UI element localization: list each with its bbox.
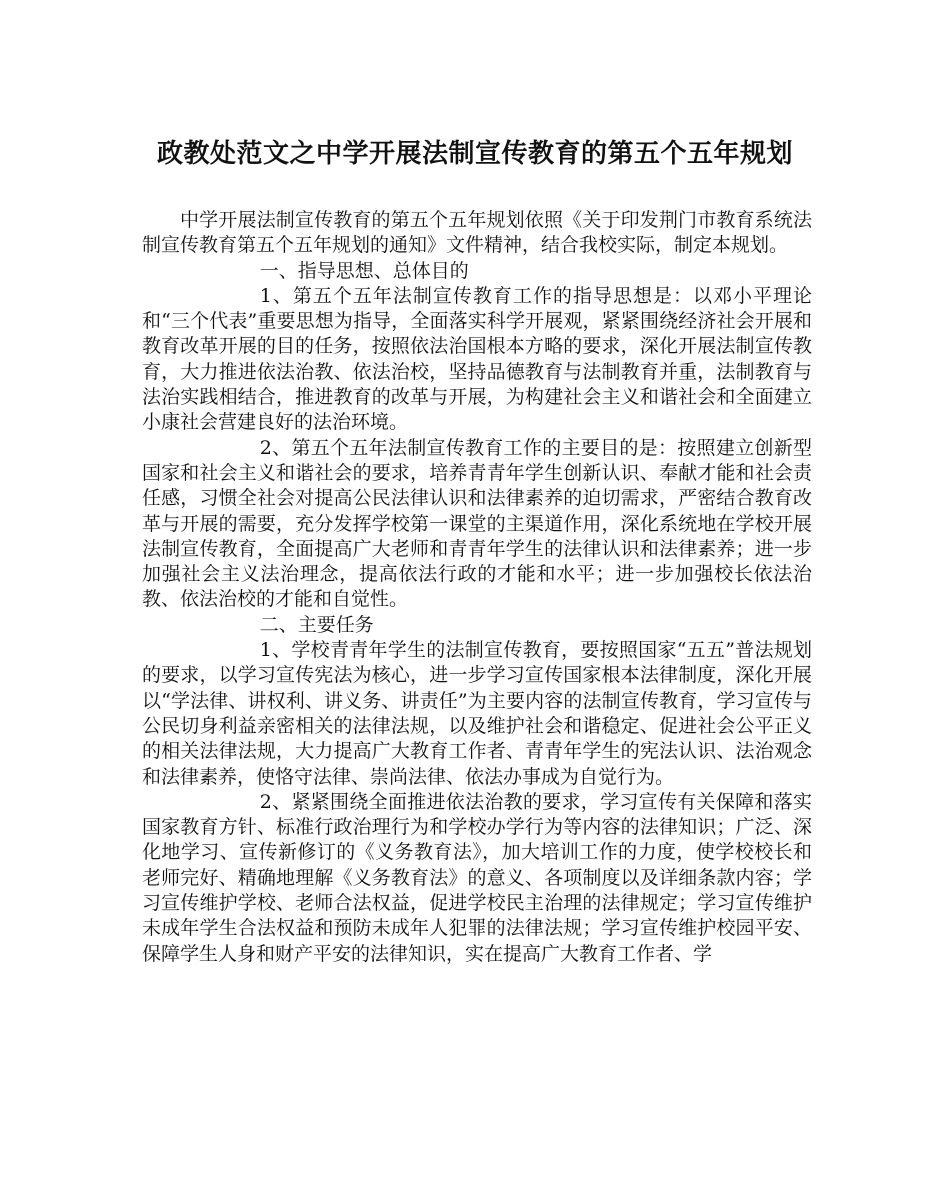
paragraph-1-1: 1、第五个五年法制宣传教育工作的指导思想是：以邓小平理论和“三个代表”重要思想为指导，全面落实科学开展观，紧紧围绕经济社会开展和教育改革开展的目的任务，按照依法治国根本方略的要求，深化开展法制宣传教育，大力推进依法治教、依法治校，坚持品德教育与法制教育并重，法制教育与法治实践相结合，推进教育的改革与开展，为构建社会主义和谐社会和全面建立小康社会营建良好的法治环境。	[142, 284, 812, 434]
document-title: 政教处范文之中学开展法制宣传教育的第五个五年规划	[156, 139, 793, 169]
paragraph-2-2: 2、紧紧围绕全面推进依法治教的要求，学习宣传有关保障和落实国家教育方针、标准行政治理行为和学校办学行为等内容的法律知识；广泛、深化地学习、宣传新修订的《义务教育法》，加大培训工作的力度，使学校校长和老师完好、精确地理解《义务教育法》的意义、各项制度以及详细条款内容；学习宣传维护学校、老师合法权益，促进学校民主治理的法律规定；学习宣传维护未成年学生合法权益和预防未成年人犯罪的法律法规；学习宣传维护校园平安、保障学生人身和财产平安的法律知识，实在提高广大教育工作者、学	[142, 790, 812, 965]
section-heading-2: 二、主要任务	[259, 613, 374, 636]
paragraph-1-2: 2、第五个五年法制宣传教育工作的主要目的是：按照建立创新型国家和社会主义和谐社会的要求，培养青青年学生创新认识、奉献才能和社会责任感，习惯全社会对提高公民法律认识和法律素养的迫切需求，严密结合教育改革与开展的需要，充分发挥学校第一课堂的主渠道作用，深化系统地在学校开展法制宣传教育，全面提高广大老师和青青年学生的法律认识和法律素养；进一步加强社会主义法治理念，提高依法行政的才能和水平；进一步加强校长依法治教、依法治校的才能和自觉性。	[142, 436, 812, 611]
section-heading-1: 一、指导思想、总体目的	[259, 259, 469, 282]
document-body	[142, 208, 812, 967]
paragraph-2-1: 1、学校青青年学生的法制宣传教育，要按照国家“五五”普法规划的要求，以学习宣传宪法为核心，进一步学习宣传国家根本法律制度，深化开展以“学法律、讲权利、讲义务、讲责任”为主要内容的法制宣传教育，学习宣传与公民切身利益亲密相关的法律法规，以及维护社会和谐稳定、促进社会公平正义的相关法律法规，大力提高广大教育工作者、青青年学生的宪法认识、法治观念和法律素养，使恪守法律、崇尚法律、依法办事成为自觉行为。	[142, 639, 812, 788]
intro-paragraph: 中学开展法制宣传教育的第五个五年规划依照《关于印发荆门市教育系统法制宣传教育第五个五年规划的通知》文件精神，结合我校实际，制定本规划。	[142, 209, 812, 257]
